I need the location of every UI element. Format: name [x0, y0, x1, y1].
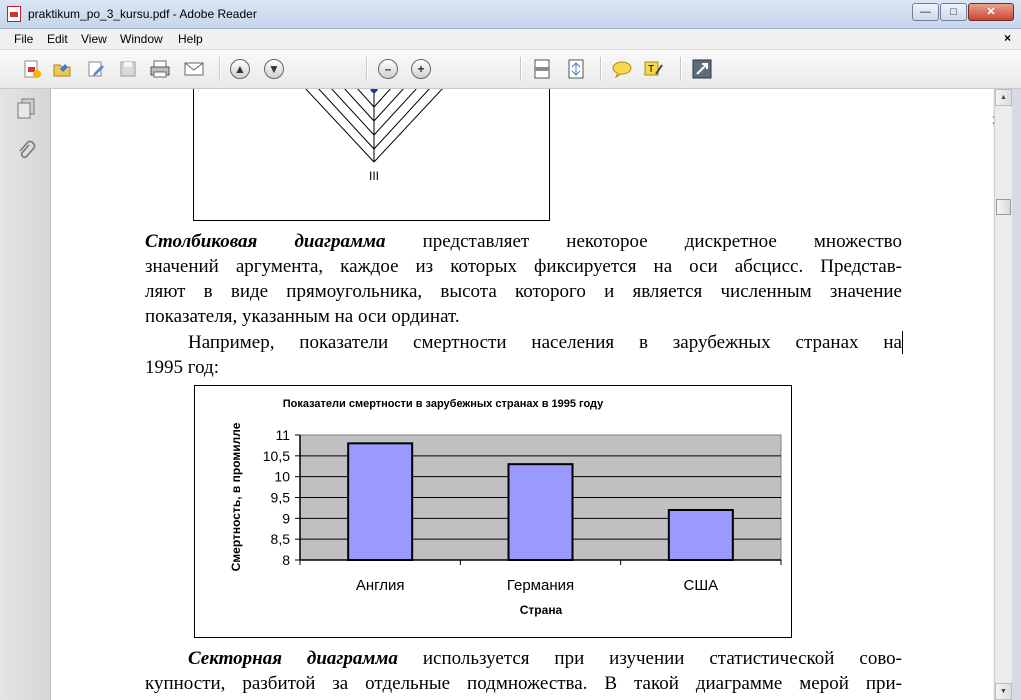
x-tick-label: Англия	[355, 577, 405, 594]
menu-help[interactable]: Help	[178, 32, 203, 46]
y-axis-title: Смертность, в промилле	[229, 422, 243, 572]
scroll-down-arrow-icon[interactable]: ▼	[995, 683, 1012, 700]
edit-icon[interactable]	[84, 58, 108, 80]
document-page[interactable]	[51, 89, 993, 700]
x-tick-label: США	[683, 577, 719, 594]
y-tick-label: 10	[274, 468, 290, 485]
text-run: представляет некоторое дискретное множество	[385, 231, 902, 252]
bar-chart	[194, 385, 792, 638]
term-bar-chart: Столбиковая диаграмма	[145, 231, 386, 252]
vertical-scrollbar[interactable]	[994, 89, 1012, 700]
y-tick-label: 9,5	[270, 489, 290, 506]
y-tick-label: 10,5	[262, 447, 290, 464]
menu-bar	[0, 29, 1021, 50]
svg-text:T: T	[648, 64, 655, 75]
y-tick-label: 11	[275, 427, 290, 443]
y-tick-label: 9	[282, 510, 290, 527]
fit-page-icon[interactable]	[564, 58, 588, 80]
full-screen-icon[interactable]	[690, 58, 714, 80]
next-page-button[interactable]: ▼	[262, 58, 286, 80]
maximize-button[interactable]: □	[940, 3, 967, 21]
menu-window[interactable]: Window	[120, 32, 163, 46]
close-window-button[interactable]: ✕	[968, 3, 1014, 21]
bar-chart-svg	[195, 386, 791, 637]
highlight-text-icon[interactable]	[642, 58, 666, 80]
text-cursor	[902, 331, 903, 354]
title-bar	[0, 0, 1021, 29]
pdf-app-icon	[7, 6, 21, 22]
window-title: praktikum_po_3_kursu.pdf - Adobe Reader	[28, 7, 257, 21]
chart-title: Показатели смертности в зарубежных странах в 1995 году	[282, 398, 604, 410]
open-file-icon[interactable]	[50, 58, 74, 80]
page-thumbnails-icon[interactable]	[15, 97, 37, 121]
diagram-axis-label: III	[369, 169, 380, 183]
x-axis-title: Страна	[519, 603, 563, 617]
scroll-up-arrow-icon[interactable]: ▲	[995, 89, 1012, 106]
bar	[509, 464, 573, 560]
paragraph-line: Например, показатели смертности населения в зарубежных странах на	[188, 332, 902, 353]
print-icon[interactable]	[148, 58, 172, 80]
term-pie-chart: Секторная диаграмма	[188, 648, 398, 669]
text-run: используется при изучении статистической сово-	[397, 648, 902, 669]
x-tick-label: Германия	[506, 577, 575, 594]
scrollbar-thumb[interactable]	[996, 199, 1011, 215]
paragraph-line	[188, 646, 902, 671]
paragraph-line: купности, разбитой за отдельные подмножества. В такой диаграмме мерой при-	[145, 673, 902, 694]
zoom-out-button[interactable]: –	[376, 58, 400, 80]
paragraph-line: значений аргумента, каждое из которых фиксируется на оси абсцисс. Представ-	[145, 256, 902, 277]
toolbar-separator	[520, 57, 522, 81]
previous-page-button[interactable]: ▲	[228, 58, 252, 80]
scrolling-mode-icon[interactable]	[530, 58, 554, 80]
email-icon[interactable]	[182, 58, 206, 80]
minimize-button[interactable]: —	[912, 3, 939, 21]
figure-fragment	[193, 89, 550, 221]
y-tick-label: 8,5	[270, 531, 290, 548]
window-border	[1012, 89, 1021, 700]
close-document-icon[interactable]: ×	[1003, 31, 1011, 45]
paragraph-line: показателя, указанным на оси ординат.	[145, 306, 460, 327]
toolbar-separator	[600, 57, 602, 81]
toolbar-separator	[366, 57, 368, 81]
toolbar-separator	[680, 57, 682, 81]
save-icon[interactable]	[116, 58, 140, 80]
attachments-paperclip-icon[interactable]	[15, 139, 37, 163]
sticky-note-icon[interactable]	[610, 58, 634, 80]
paragraph-line: ляют в виде прямоугольника, высота которого и является численным значение	[145, 281, 902, 302]
diagram-lines	[194, 89, 551, 221]
bar	[669, 510, 733, 560]
paragraph-line	[145, 229, 902, 254]
menu-file[interactable]: File	[14, 32, 34, 46]
navigation-panel	[0, 89, 51, 700]
menu-view[interactable]: View	[81, 32, 107, 46]
toolbar-separator	[219, 57, 221, 81]
zoom-in-button[interactable]: +	[409, 58, 433, 80]
toolbar	[0, 50, 1021, 89]
paragraph-line: 1995 год:	[145, 357, 219, 378]
bar	[348, 443, 412, 560]
diagram-point-marker	[370, 89, 378, 94]
menu-edit[interactable]: Edit	[47, 32, 68, 46]
create-pdf-icon[interactable]	[20, 58, 44, 80]
y-tick-label: 8	[282, 552, 290, 568]
